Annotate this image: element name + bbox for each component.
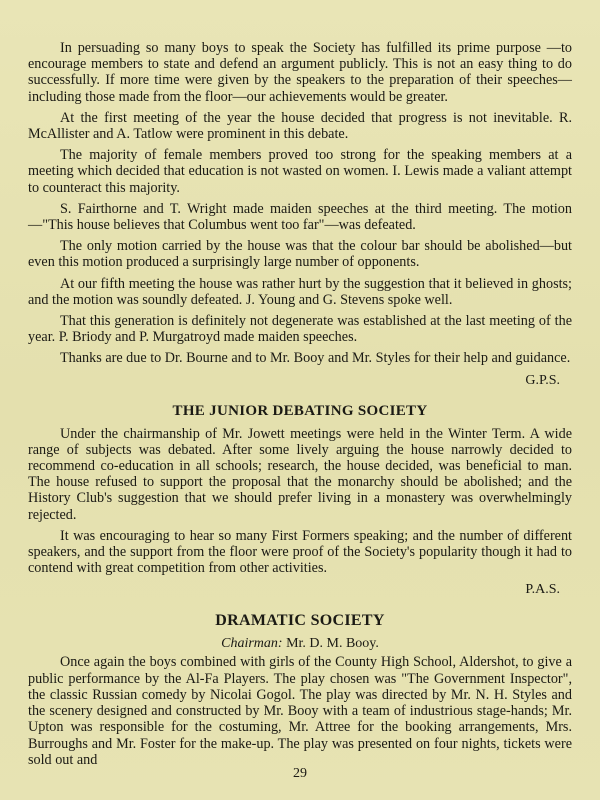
- paragraph: That this generation is definitely not degenerate was established at the last meeting of the year. P. Briody and P. Murgatroyd made maiden speeches.: [28, 313, 572, 346]
- paragraph: In persuading so many boys to speak the Society has fulfilled its prime purpose —to encourage members to state and defend an argument publicly. This is not an easy thing to do successfully. If more time were given by the speakers to the preparation of their speeches—including those made from the floor—our achievements would be greater.: [28, 40, 572, 105]
- paragraph: The only motion carried by the house was that the colour bar should be abolished—but even this motion produced a surprisingly large number of opponents.: [28, 238, 572, 271]
- junior-debating-section: [28, 403, 572, 599]
- paragraph: S. Fairthorne and T. Wright made maiden speeches at the third meeting. The motion—"This house believes that Columbus went too far"—was defeated.: [28, 200, 572, 234]
- section-heading: DRAMATIC SOCIETY: [215, 612, 385, 630]
- paragraph: Under the chairmanship of Mr. Jowett meetings were held in the Winter Term. A wide range of subjects was debated. After some lively arguing the house narrowly decided to recommend co-education in all schools; research, the house decided, was beneficial to man. The house refused to support the proposal that the monarchy should be abolished; and the History Club's suggestion that we should prefer living in a monastery was overwhelmingly rejected.: [28, 425, 572, 523]
- signature: G.P.S.: [525, 372, 560, 388]
- paragraph: It was encouraging to hear so many First Formers speaking; and the number of different speakers, and the support from the floor were proof of the Society's popularity though it had to contend with great competition from other activities.: [28, 527, 572, 577]
- senior-debating-section: [28, 40, 572, 389]
- chairman-line: [28, 636, 572, 652]
- chairman-label: Chairman:: [221, 636, 283, 652]
- paragraph: At our fifth meeting the house was rather hurt by the suggestion that it believed in ghosts; and the motion was soundly defeated. J. Young and G. Stevens spoke well.: [28, 275, 572, 308]
- paragraph: Once again the boys combined with girls of the County High School, Aldershot, to give a public performance by the Al-Fa Players. The play chosen was "The Government Inspector", the classic Russian comedy by Nicolai Gogol. The play was directed by Mr. N. H. Styles and the scenery designed and constructed by Mr. Booy with a team of industrious stage-hands; Mr. Upton was responsible for the costuming, Mr. Attree for the booking arrangements, Mrs. Burroughs and Mr. Foster for the make-up. The play was presented on four nights, tickets were sold out and: [28, 654, 572, 768]
- chairman-name: Mr. D. M. Booy.: [286, 636, 379, 652]
- paragraph: At the first meeting of the year the house decided that progress is not inevitable. R. McAllister and A. Tatlow were prominent in this debate.: [28, 109, 572, 143]
- paragraph: The majority of female members proved too strong for the speaking members at a meeting which decided that education is not wasted on women. I. Lewis made a valiant attempt to counteract this majority.: [28, 147, 572, 196]
- paragraph: Thanks are due to Dr. Bourne and to Mr. Booy and Mr. Styles for their help and guidance.: [60, 350, 571, 367]
- page-number: 29: [293, 766, 307, 781]
- section-heading: THE JUNIOR DEBATING SOCIETY: [172, 402, 428, 419]
- dramatic-society-section: [28, 612, 572, 767]
- signature: P.A.S.: [525, 582, 560, 598]
